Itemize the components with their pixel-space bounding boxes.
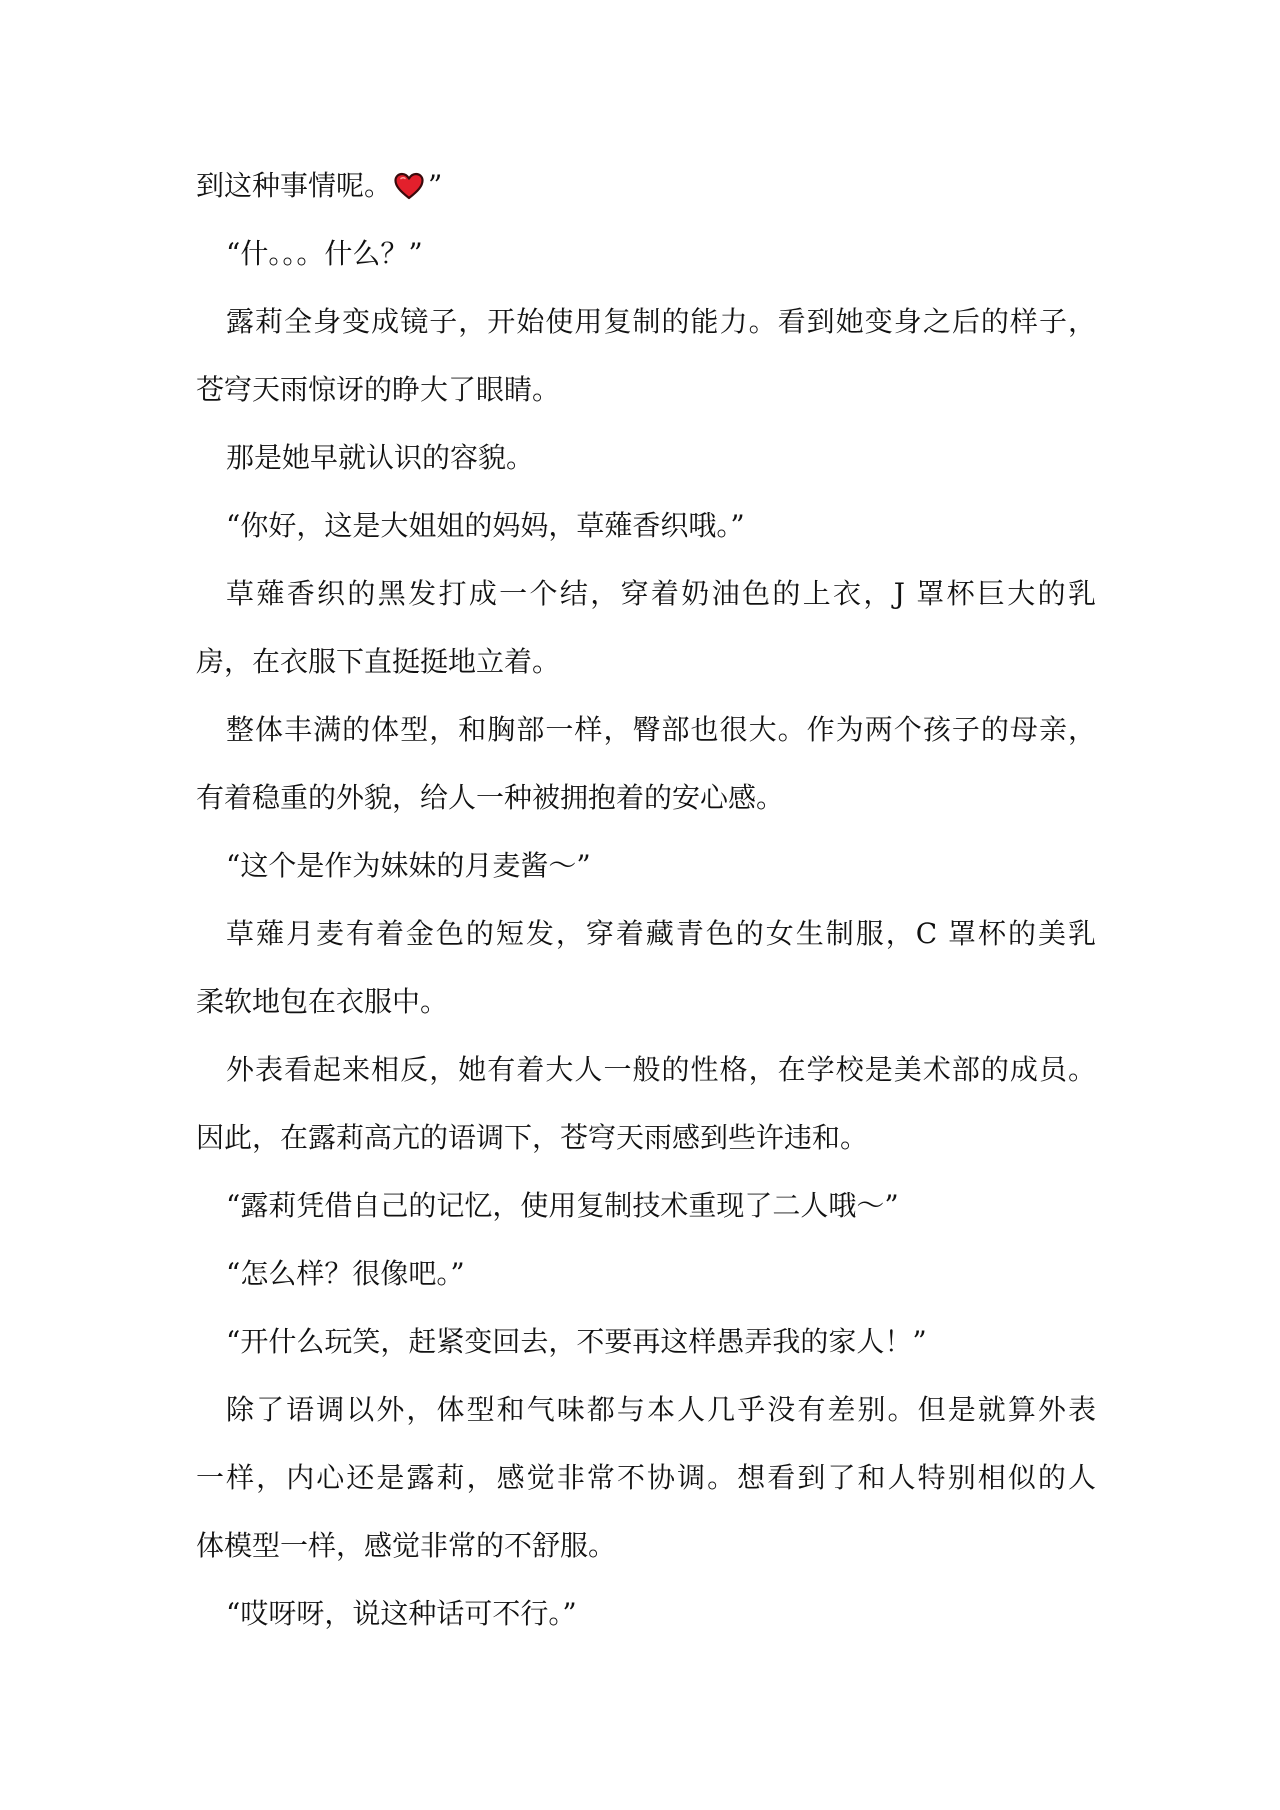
text-line: 除了语调以外，体型和气味都与本人几乎没有差别。但是就算外表 bbox=[226, 1393, 1096, 1426]
text-line: “怎么样？很像吧。” bbox=[226, 1257, 465, 1290]
text-line: 那是她早就认识的容貌。 bbox=[226, 441, 535, 474]
text-line: 柔软地包在衣服中。 bbox=[196, 985, 449, 1018]
text-line: 苍穹天雨惊讶的睁大了眼睛。 bbox=[196, 373, 561, 406]
text-line: “你好，这是大姐姐的妈妈，草薙香织哦。” bbox=[226, 509, 745, 542]
text-line: “哎呀呀，说这种话可不行。” bbox=[226, 1597, 577, 1630]
text-line: “什。。。什么？” bbox=[226, 237, 423, 270]
text-line: 整体丰满的体型，和胸部一样，臀部也很大。作为两个孩子的母亲， bbox=[226, 713, 1096, 746]
text-line: 外表看起来相反，她有着大人一般的性格，在学校是美术部的成员。 bbox=[226, 1053, 1096, 1086]
body-text bbox=[196, 152, 1096, 1648]
closing-quote: ” bbox=[428, 169, 443, 202]
text-line: “露莉凭借自己的记忆，使用复制技术重现了二人哦～” bbox=[226, 1189, 899, 1222]
text-line: 因此，在露莉高亢的语调下，苍穹天雨感到些许违和。 bbox=[196, 1121, 869, 1154]
text-line: 草薙月麦有着金色的短发，穿着藏青色的女生制服，C 罩杯的美乳 bbox=[226, 917, 1096, 950]
text-line: 有着稳重的外貌，给人一种被拥抱着的安心感。 bbox=[196, 781, 785, 814]
text-line: 露莉全身变成镜子，开始使用复制的能力。看到她变身之后的样子， bbox=[226, 305, 1096, 338]
heart-icon bbox=[394, 172, 424, 200]
text-line: 体模型一样，感觉非常的不舒服。 bbox=[196, 1529, 617, 1562]
text-line: 房，在衣服下直挺挺地立着。 bbox=[196, 645, 561, 678]
text-line: 草薙香织的黑发打成一个结，穿着奶油色的上衣，J 罩杯巨大的乳 bbox=[226, 577, 1096, 610]
text-line: “这个是作为妹妹的月麦酱～” bbox=[226, 849, 591, 882]
text-line: “开什么玩笑，赶紧变回去，不要再这样愚弄我的家人！” bbox=[226, 1325, 927, 1358]
text-line: 一样，内心还是露莉，感觉非常不协调。想看到了和人特别相似的人 bbox=[196, 1461, 1096, 1494]
text-line bbox=[196, 152, 1096, 220]
opening-line-text: 到这种事情呢。 bbox=[196, 169, 393, 202]
